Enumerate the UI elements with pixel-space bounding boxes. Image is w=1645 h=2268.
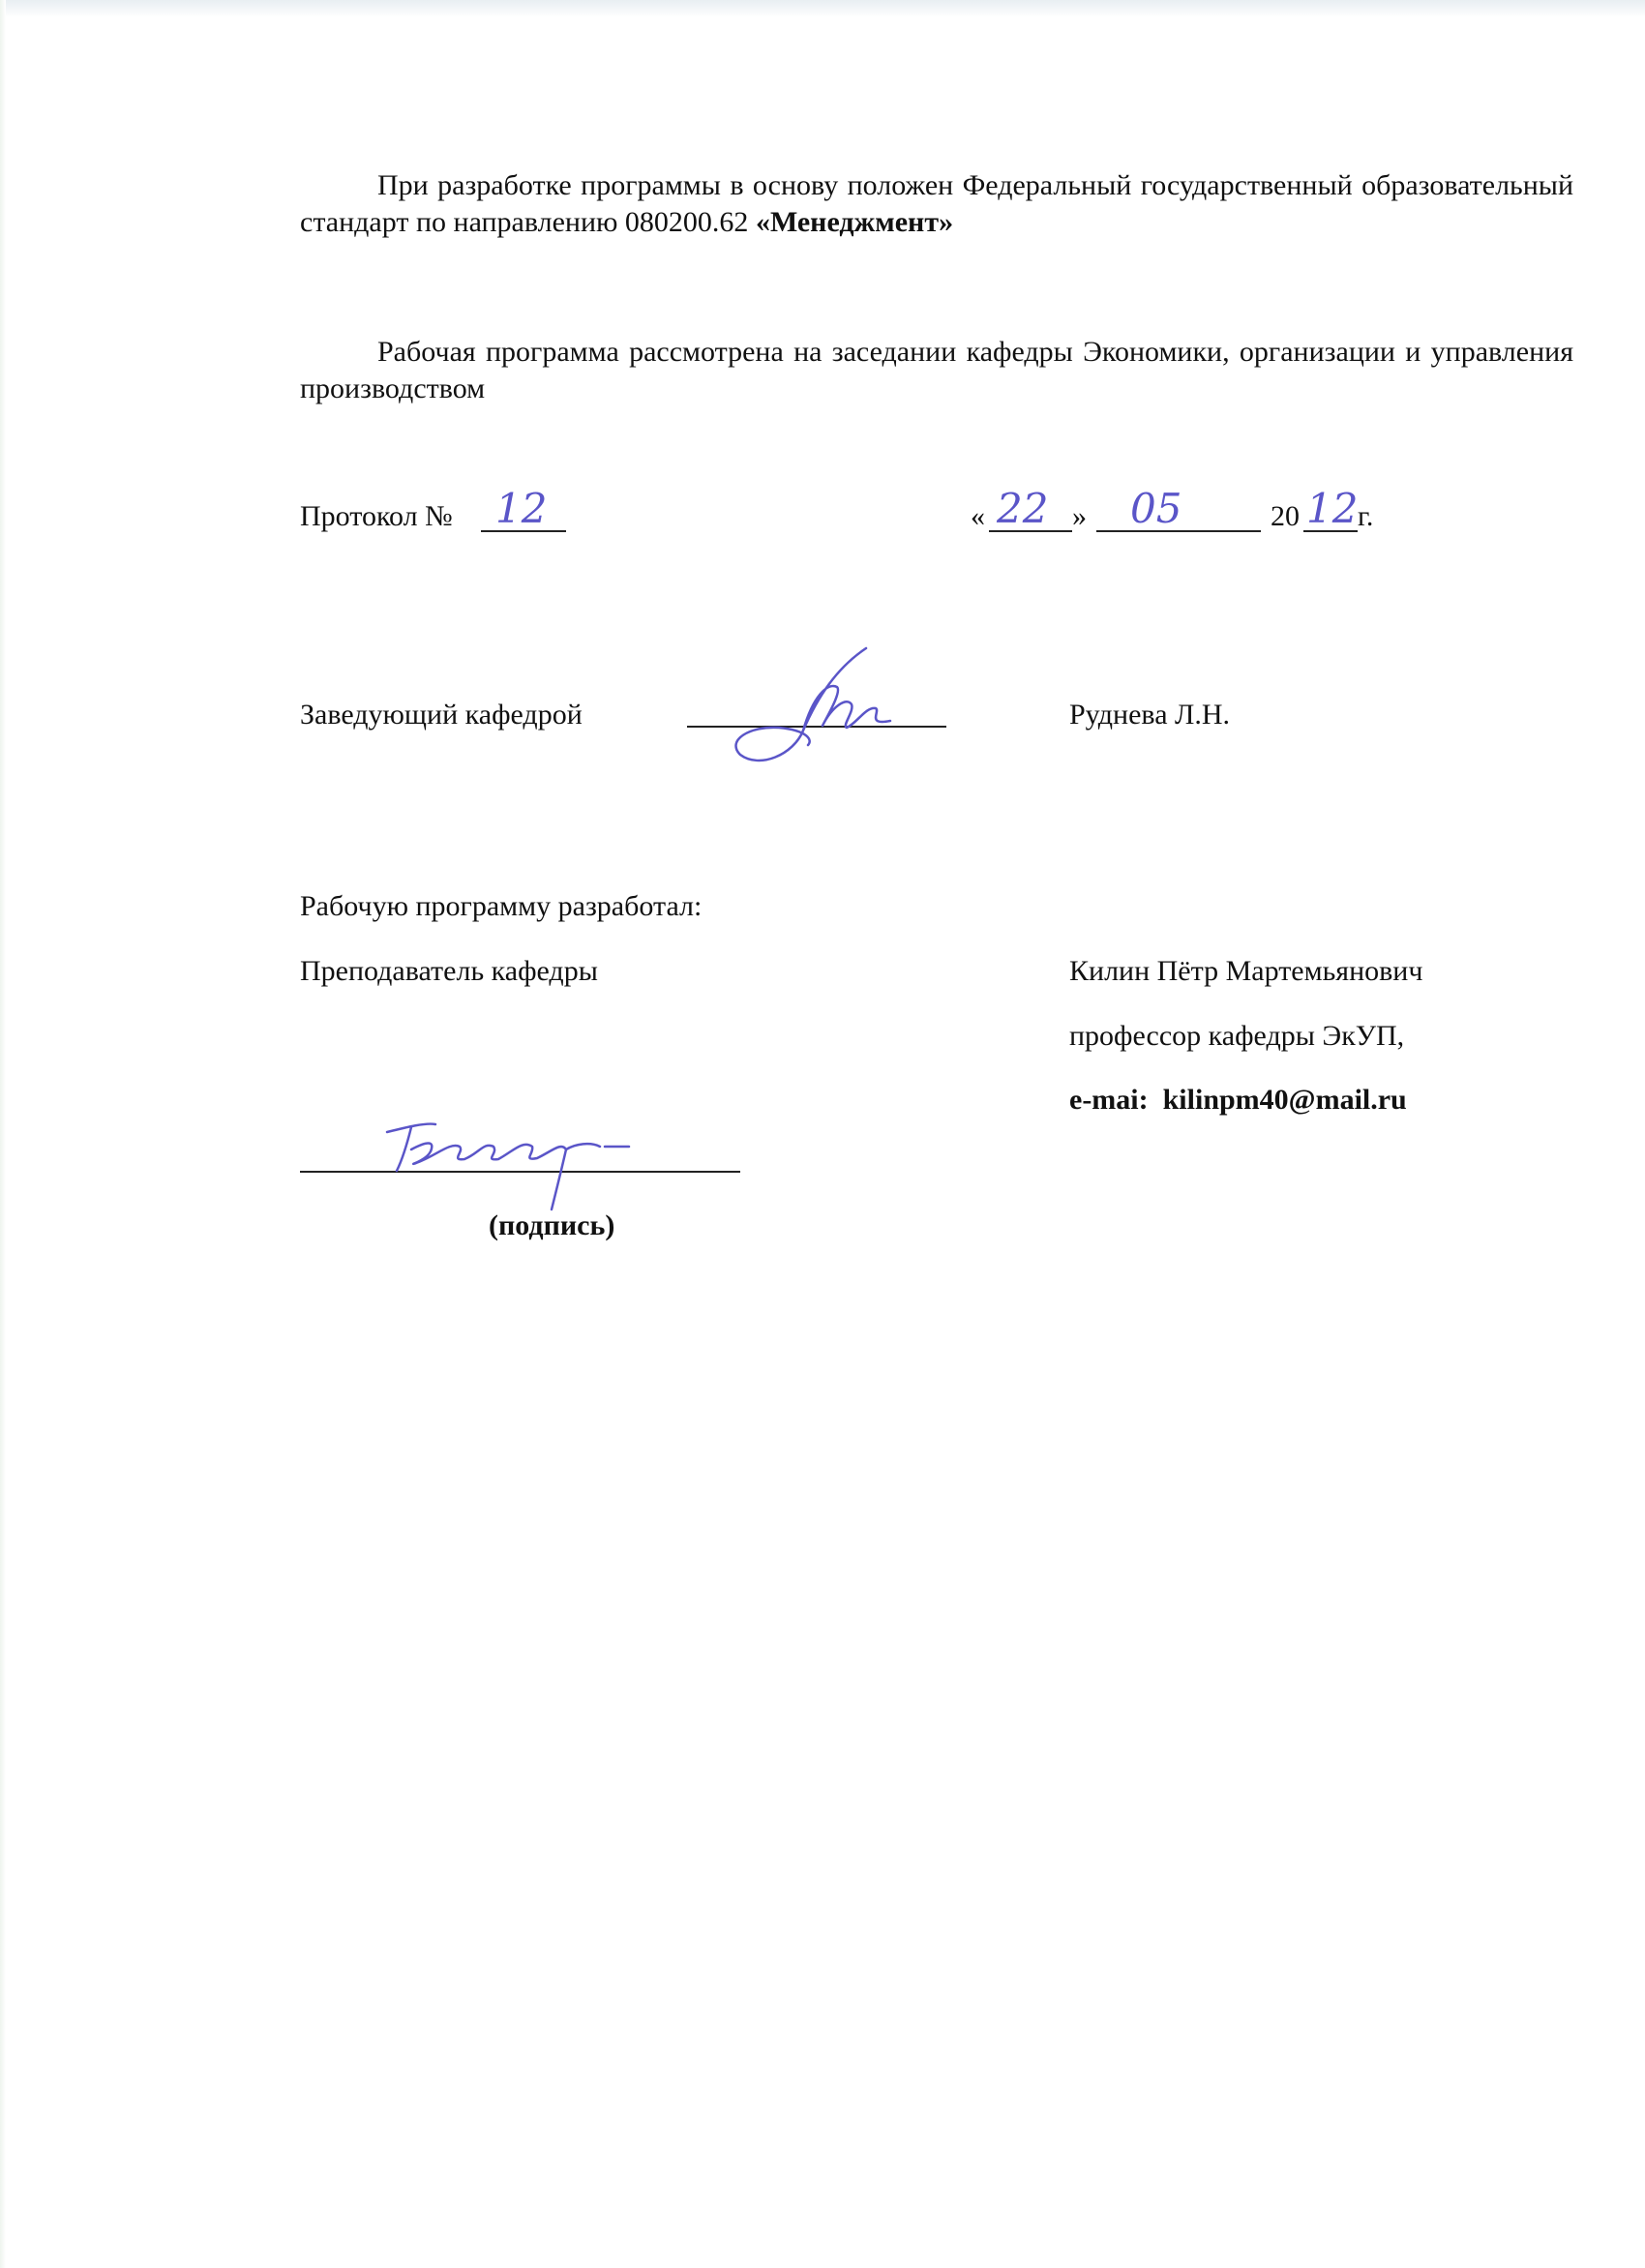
date-year-prefix: 20: [1271, 500, 1300, 532]
email-address: kilinpm40@mail.ru: [1162, 1084, 1407, 1116]
date-day: 22: [997, 485, 1049, 532]
standard-text: При разработке программы в основу положен Федеральный государственный образовательный стандарт по направлению 080200.62: [300, 169, 1573, 238]
protocol-number: 12: [495, 485, 548, 532]
standard-direction: «Менеджмент»: [755, 205, 954, 238]
developer-heading: Рабочую программу разработал:: [300, 890, 703, 922]
department-paragraph: Рабочая программа рассмотрена на заседании кафедры Экономики, организации и управления производством: [300, 336, 1573, 404]
developer-role: Преподаватель кафедры: [300, 955, 598, 987]
email-label: e-mai:: [1069, 1084, 1149, 1116]
developer-name: Килин Пётр Мартемьянович: [1069, 955, 1423, 987]
date-quote-close: »: [1072, 500, 1087, 532]
date-year-end: г.: [1358, 500, 1374, 532]
signature-caption: (подпись): [489, 1209, 615, 1241]
protocol-label: Протокол №: [300, 500, 453, 532]
developer-signature: [368, 1103, 648, 1219]
developer-position: профессор кафедры ЭкУП,: [1069, 1020, 1405, 1052]
scan-top-edge: [0, 0, 1645, 17]
scan-left-edge: [0, 0, 6, 2268]
developer-email-line: [1069, 1082, 1407, 1119]
date-quote-open: «: [971, 500, 985, 532]
date-year-suffix: 12: [1306, 485, 1359, 532]
head-signature: [721, 639, 905, 784]
head-role: Заведующий кафедрой: [300, 699, 583, 731]
date-month: 05: [1130, 485, 1182, 532]
standard-paragraph: [300, 167, 1573, 240]
head-name: Руднева Л.Н.: [1069, 699, 1231, 731]
